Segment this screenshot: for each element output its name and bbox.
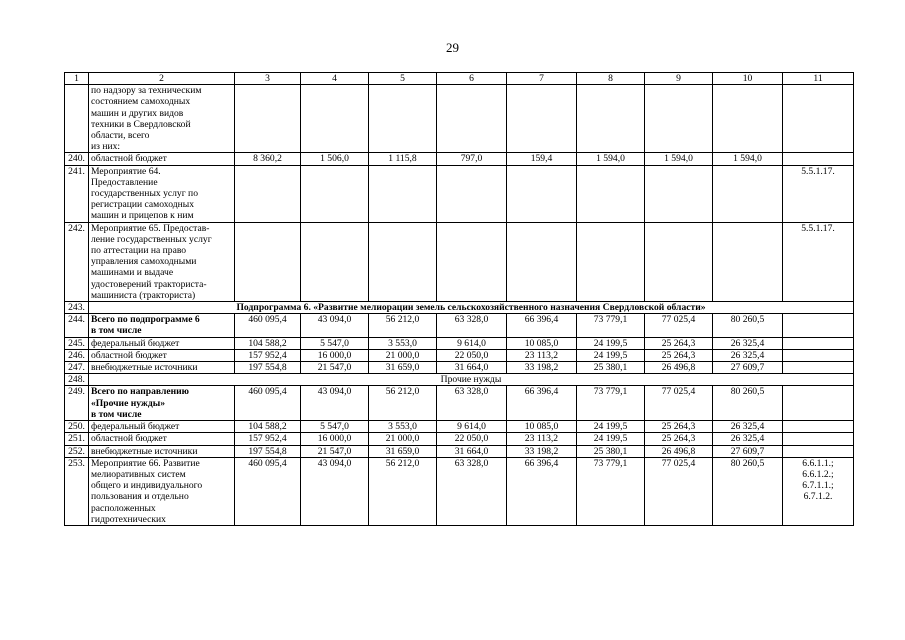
row-name [89, 222, 235, 301]
table-row [65, 386, 854, 421]
row-name-line: из них: [91, 141, 121, 153]
header-cell: 5 [369, 73, 437, 85]
target-code-line: 6.7.1.2. [803, 491, 833, 503]
target-code [783, 421, 854, 433]
value-cell: 5 547,0 [301, 337, 369, 349]
value-cell: 1 115,8 [369, 153, 437, 165]
row-name [89, 445, 235, 457]
row-name [89, 314, 235, 337]
row-number: 249. [65, 386, 89, 421]
value-cell: 1 506,0 [301, 153, 369, 165]
value-cell [437, 165, 507, 222]
row-name-line: Всего по подпрограмме 6 [91, 314, 200, 326]
value-cell: 1 594,0 [645, 153, 713, 165]
row-number: 248. [65, 374, 89, 386]
target-code [783, 433, 854, 445]
row-name-line: гидротехнических [91, 513, 166, 525]
value-cell: 33 198,2 [507, 445, 577, 457]
target-code-line: 6.7.1.1.; [802, 480, 834, 492]
value-cell: 26 325,4 [713, 433, 783, 445]
value-cell: 25 264,3 [645, 433, 713, 445]
row-name-line: удостоверений тракториста- [91, 278, 207, 290]
row-number: 243. [65, 302, 89, 314]
value-cell: 27 609,7 [713, 362, 783, 374]
value-cell: 23 113,2 [507, 349, 577, 361]
table-row [65, 222, 854, 301]
row-name-line: машин и других видов [91, 107, 184, 119]
value-cell: 460 095,4 [235, 457, 301, 525]
value-cell: 43 094,0 [301, 386, 369, 421]
row-name-line: мелиоративных систем [91, 468, 186, 480]
value-cell [645, 85, 713, 153]
value-cell: 80 260,5 [713, 314, 783, 337]
value-cell [577, 85, 645, 153]
table-row [65, 85, 854, 153]
row-name [89, 457, 235, 525]
value-cell: 66 396,4 [507, 314, 577, 337]
row-name-line: по аттестации на право [91, 245, 187, 257]
table-row [65, 153, 854, 165]
value-cell: 21 547,0 [301, 362, 369, 374]
value-cell: 31 664,0 [437, 445, 507, 457]
target-code [783, 362, 854, 374]
row-number: 240. [65, 153, 89, 165]
row-number: 253. [65, 457, 89, 525]
value-cell: 77 025,4 [645, 457, 713, 525]
value-cell: 73 779,1 [577, 314, 645, 337]
value-cell: 9 614,0 [437, 337, 507, 349]
value-cell [713, 222, 783, 301]
row-name-line: ление государственных услуг [91, 233, 212, 245]
row-name-line: общего и индивидуального [91, 480, 203, 492]
value-cell: 16 000,0 [301, 433, 369, 445]
row-name [89, 421, 235, 433]
target-code [783, 314, 854, 337]
header-cell: 10 [713, 73, 783, 85]
row-name-line: «Прочие нужды» [91, 397, 166, 409]
value-cell: 33 198,2 [507, 362, 577, 374]
value-cell: 25 264,3 [645, 337, 713, 349]
row-number: 246. [65, 349, 89, 361]
value-cell: 73 779,1 [577, 457, 645, 525]
value-cell [713, 85, 783, 153]
value-cell: 460 095,4 [235, 386, 301, 421]
value-cell: 80 260,5 [713, 386, 783, 421]
row-number: 241. [65, 165, 89, 222]
value-cell [369, 222, 437, 301]
table-row [65, 314, 854, 337]
value-cell: 63 328,0 [437, 314, 507, 337]
value-cell: 25 380,1 [577, 445, 645, 457]
value-cell: 3 553,0 [369, 421, 437, 433]
row-name [89, 153, 235, 165]
table-row [65, 374, 854, 386]
header-cell: 6 [437, 73, 507, 85]
row-name [89, 337, 235, 349]
value-cell [301, 222, 369, 301]
value-cell [507, 85, 577, 153]
target-code-line: 6.6.1.2.; [802, 468, 834, 480]
row-name [89, 85, 235, 153]
header-cell: 4 [301, 73, 369, 85]
table-row [65, 349, 854, 361]
header-cell: 11 [783, 73, 854, 85]
target-code: 5.5.1.17. [783, 222, 854, 301]
value-cell: 26 496,8 [645, 445, 713, 457]
value-cell: 104 588,2 [235, 337, 301, 349]
value-cell: 26 325,4 [713, 421, 783, 433]
value-cell: 31 664,0 [437, 362, 507, 374]
value-cell [645, 165, 713, 222]
header-cell: 3 [235, 73, 301, 85]
row-name-line: областной бюджет [91, 433, 167, 445]
table-row [65, 421, 854, 433]
header-cell: 2 [89, 73, 235, 85]
table-row [65, 302, 854, 314]
value-cell: 25 380,1 [577, 362, 645, 374]
row-number: 252. [65, 445, 89, 457]
target-code-line: 6.6.1.1.; [802, 457, 834, 469]
row-number: 251. [65, 433, 89, 445]
row-name-line: состоянием самоходных [91, 96, 191, 108]
row-name-line: Предоставление [91, 176, 158, 188]
value-cell: 10 085,0 [507, 337, 577, 349]
value-cell: 56 212,0 [369, 314, 437, 337]
row-name-line: в том числе [91, 325, 142, 337]
row-name-line: внебюджетные источники [91, 445, 198, 457]
value-cell: 197 554,8 [235, 445, 301, 457]
header-cell: 1 [65, 73, 89, 85]
value-cell: 10 085,0 [507, 421, 577, 433]
value-cell: 56 212,0 [369, 457, 437, 525]
row-name [89, 349, 235, 361]
value-cell: 21 000,0 [369, 433, 437, 445]
row-name-line: машин и прицепов к ним [91, 210, 194, 222]
value-cell [437, 85, 507, 153]
table-row [65, 362, 854, 374]
row-name [89, 433, 235, 445]
value-cell [577, 165, 645, 222]
table-row [65, 457, 854, 525]
value-cell [507, 165, 577, 222]
value-cell: 9 614,0 [437, 421, 507, 433]
row-name-line: Мероприятие 66. Развитие [91, 457, 200, 469]
value-cell: 43 094,0 [301, 314, 369, 337]
row-number: 242. [65, 222, 89, 301]
row-name-line: расположенных [91, 502, 156, 514]
value-cell: 104 588,2 [235, 421, 301, 433]
row-number: 244. [65, 314, 89, 337]
row-name-line: федеральный бюджет [91, 337, 180, 349]
section-title: Подпрограмма 6. «Развитие мелиорации земель сельскохозяйственного назначения Свердловской области» [89, 302, 854, 314]
value-cell: 66 396,4 [507, 457, 577, 525]
header-row [65, 73, 854, 85]
value-cell [713, 165, 783, 222]
table-row [65, 165, 854, 222]
value-cell: 56 212,0 [369, 386, 437, 421]
row-name-line: машиниста (тракториста) [91, 289, 196, 301]
value-cell: 3 553,0 [369, 337, 437, 349]
value-cell: 31 659,0 [369, 362, 437, 374]
value-cell: 25 264,3 [645, 349, 713, 361]
value-cell: 27 609,7 [713, 445, 783, 457]
value-cell [235, 222, 301, 301]
row-name [89, 386, 235, 421]
row-name-line: Мероприятие 65. Предостав- [91, 222, 210, 234]
value-cell: 16 000,0 [301, 349, 369, 361]
row-name-line: федеральный бюджет [91, 421, 180, 433]
row-name-line: областной бюджет [91, 349, 167, 361]
value-cell [301, 165, 369, 222]
value-cell: 21 547,0 [301, 445, 369, 457]
row-name-line: управления самоходными [91, 256, 197, 268]
row-name-line: Мероприятие 64. [91, 165, 161, 177]
row-number: 245. [65, 337, 89, 349]
target-code [783, 386, 854, 421]
value-cell: 43 094,0 [301, 457, 369, 525]
value-cell: 159,4 [507, 153, 577, 165]
value-cell: 77 025,4 [645, 386, 713, 421]
value-cell: 24 199,5 [577, 337, 645, 349]
value-cell: 797,0 [437, 153, 507, 165]
row-name-line: в том числе [91, 408, 142, 420]
value-cell: 26 496,8 [645, 362, 713, 374]
row-name-line: области, всего [91, 130, 150, 142]
value-cell [235, 85, 301, 153]
section-title: Прочие нужды [89, 374, 854, 386]
target-code [783, 153, 854, 165]
row-name [89, 165, 235, 222]
target-code [783, 337, 854, 349]
value-cell: 66 396,4 [507, 386, 577, 421]
value-cell: 1 594,0 [713, 153, 783, 165]
value-cell: 197 554,8 [235, 362, 301, 374]
table-row [65, 433, 854, 445]
target-code: 5.5.1.17. [783, 165, 854, 222]
row-name-line: машинами и выдаче [91, 267, 174, 279]
value-cell: 22 050,0 [437, 433, 507, 445]
header-cell: 8 [577, 73, 645, 85]
value-cell: 24 199,5 [577, 421, 645, 433]
value-cell: 21 000,0 [369, 349, 437, 361]
value-cell: 25 264,3 [645, 421, 713, 433]
row-name-line: Всего по направлению [91, 386, 190, 398]
row-name-line: регистрации самоходных [91, 199, 195, 211]
value-cell: 8 360,2 [235, 153, 301, 165]
value-cell: 1 594,0 [577, 153, 645, 165]
budget-table [64, 72, 854, 526]
value-cell [235, 165, 301, 222]
row-number: 247. [65, 362, 89, 374]
value-cell [577, 222, 645, 301]
value-cell: 77 025,4 [645, 314, 713, 337]
value-cell [437, 222, 507, 301]
value-cell: 5 547,0 [301, 421, 369, 433]
value-cell: 31 659,0 [369, 445, 437, 457]
row-name-line: по надзору за техническим [91, 85, 202, 97]
value-cell: 24 199,5 [577, 433, 645, 445]
target-code [783, 457, 854, 525]
value-cell: 460 095,4 [235, 314, 301, 337]
table-row [65, 445, 854, 457]
table-row [65, 337, 854, 349]
value-cell: 22 050,0 [437, 349, 507, 361]
target-code [783, 349, 854, 361]
row-name [89, 362, 235, 374]
header-cell: 9 [645, 73, 713, 85]
value-cell: 24 199,5 [577, 349, 645, 361]
value-cell [369, 85, 437, 153]
value-cell: 157 952,4 [235, 349, 301, 361]
value-cell: 26 325,4 [713, 337, 783, 349]
row-name-line: внебюджетные источники [91, 362, 198, 374]
header-cell: 7 [507, 73, 577, 85]
value-cell: 73 779,1 [577, 386, 645, 421]
value-cell: 26 325,4 [713, 349, 783, 361]
row-number [65, 85, 89, 153]
page-number: 29 [446, 40, 459, 55]
row-number: 250. [65, 421, 89, 433]
row-name-line: государственных услуг по [91, 188, 198, 200]
value-cell: 63 328,0 [437, 386, 507, 421]
value-cell [645, 222, 713, 301]
target-code [783, 445, 854, 457]
row-name-line: областной бюджет [91, 153, 167, 165]
target-code [783, 85, 854, 153]
value-cell: 23 113,2 [507, 433, 577, 445]
value-cell: 157 952,4 [235, 433, 301, 445]
row-name-line: пользования и отдельно [91, 491, 189, 503]
value-cell: 63 328,0 [437, 457, 507, 525]
value-cell [301, 85, 369, 153]
row-name-line: техники в Свердловской [91, 118, 191, 130]
value-cell [369, 165, 437, 222]
value-cell [507, 222, 577, 301]
value-cell: 80 260,5 [713, 457, 783, 525]
